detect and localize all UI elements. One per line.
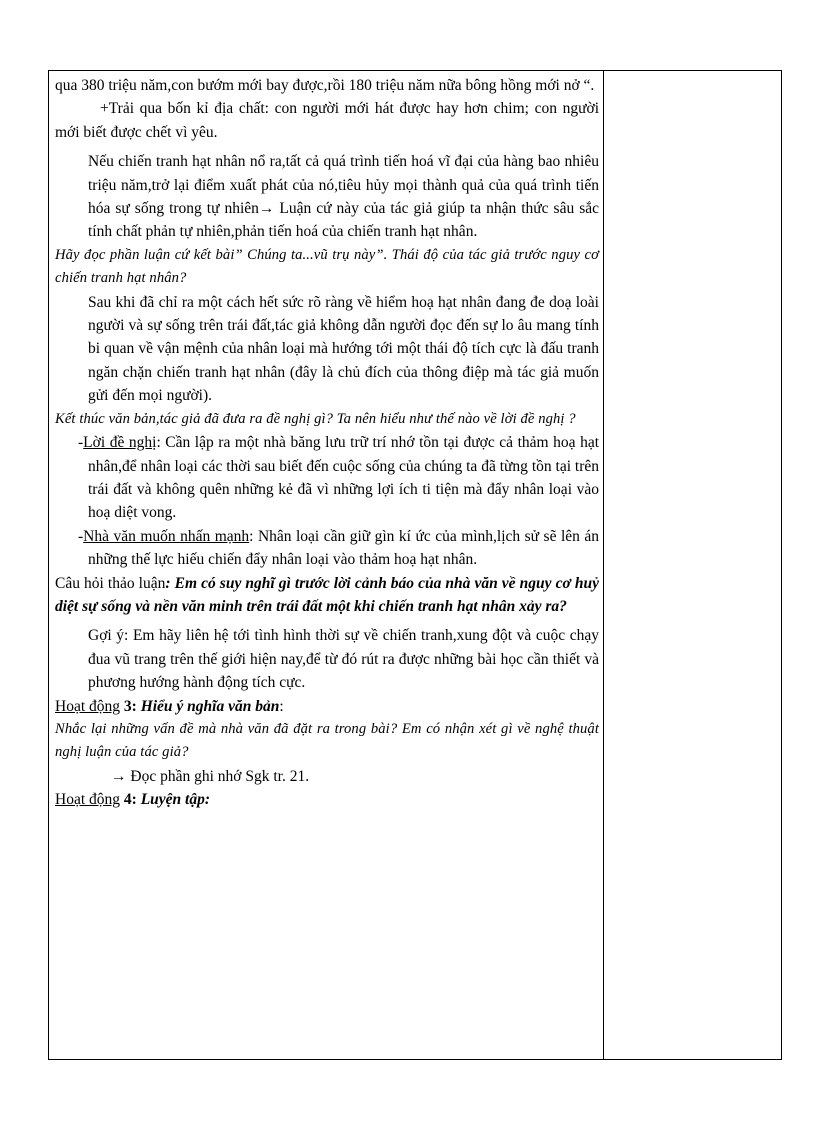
- proposal-label: Lời đề nghị: [83, 434, 157, 452]
- main-content-cell: [49, 71, 603, 812]
- activity-4-label: Hoạt động: [55, 791, 121, 809]
- activity-3-label: Hoạt động: [55, 697, 121, 715]
- discussion-label: Câu hỏi thảo luận: [55, 574, 166, 592]
- paragraph-hint: Gợi ý: Em hãy liên hệ tới tình hình thời sự về chiến tranh,xung đột và cuộc chạy đua vũ trang trên thế giới hiện nay,để từ đó rút ra được những bài học cần thiết và phương hướng hành động tích cực.: [88, 627, 599, 692]
- paragraph-author-attitude: Sau khi đã chỉ ra một cách hết sức rõ ràng về hiểm hoạ hạt nhân đang đe doạ loài người và sự sống trên trái đất,tác giả không dẫn người đọc đến sự lo âu mang tính bi quan về vận mệnh của nhân loại mà hướng tới một thái độ tích cực là đấu tranh ngăn chặn chiến tranh hạt nhân (đây là chủ đích của thông điệp mà tác giả muốn gửi đến mọi người).: [88, 293, 599, 405]
- content-table: [48, 70, 782, 1060]
- emphasis-prefix: -: [78, 527, 84, 545]
- notes-cell: [604, 71, 781, 1059]
- question-proposal: Kết thúc văn bản,tác giả đã đưa ra đề nghị gì? Ta nên hiểu như thế nào về lời đề nghị ?: [55, 410, 576, 427]
- proposal-text: : Cần lập ra một nhà băng lưu trữ trí nhớ tồn tại được cả thảm hoạ hạt nhân,để nhân loại các thời sau biết đến cuộc sống của chúng ta đã từng tồn tại trên trái đất và không quên những kẻ đã vì những lợi ích ti tiện mà đẩy nhân loại vào hoạ diệt vong.: [88, 434, 599, 522]
- paragraph-emphasis: [55, 525, 599, 572]
- paragraph-evolution-tail: qua 380 triệu năm,con bướm mới bay được,rồi 180 triệu năm nữa bông hồng mới nở “.: [55, 77, 595, 94]
- discussion-colon: :: [165, 574, 171, 592]
- discussion-question: [55, 572, 599, 619]
- activity-3-number: 3:: [120, 697, 141, 715]
- question-conclusion-attitude: Hãy đọc phần luận cứ kết bài” Chúng ta...vũ trụ này”. Thái độ của tác giả trước nguy cơ chiến tranh hạt nhân?: [55, 246, 599, 287]
- discussion-text: Em có suy nghĩ gì trước lời cảnh báo của nhà văn về nguy cơ huỷ diệt sự sống và nền văn minh trên trái đất một khi chiến tranh hạt nhân xảy ra?: [55, 574, 599, 615]
- activity-4-colon: :: [204, 791, 211, 809]
- activity-3-title: Hiểu ý nghĩa văn bản: [140, 697, 280, 715]
- paragraph-proposal: [55, 431, 599, 525]
- activity-4-title: Luyện tập: [140, 791, 205, 809]
- paragraph-memo-reference: → Đọc phần ghi nhớ Sgk tr. 21.: [111, 767, 310, 785]
- emphasis-label: Nhà văn muốn nhấn mạnh: [83, 527, 250, 545]
- activity-3-colon: :: [279, 697, 284, 715]
- paragraph-geological-eras: +Trải qua bốn kỉ địa chất: con người mới hát được hay hơn chim; con người mới biết được chết vì yêu.: [55, 100, 599, 141]
- emphasis-text: : Nhân loại cần giữ gìn kí ức của mình,lịch sử sẽ lên án những thế lực hiếu chiến đẩy nhân loại vào thảm hoạ hạt nhân.: [88, 527, 599, 569]
- paragraph-nuclear-war-argument: Nếu chiến tranh hạt nhân nổ ra,tất cả quá trình tiến hoá vĩ đại của hàng bao nhiêu triệu năm,trở lại điểm xuất phát của nó,tiêu hủy mọi thành quả của quá trình tiến hóa sự sống trong tự nhiên→ Luận cứ này của tác giả giúp ta nhận thức sâu sắc tính chất phản tự nhiên,phản tiến hoá của chiến tranh hạt nhân.: [88, 153, 599, 241]
- activity-4-heading: [55, 788, 599, 811]
- question-summary: Nhắc lại những vấn đề mà nhà văn đã đặt ra trong bài? Em có nhận xét gì về nghệ thuật nghị luận của tác giả?: [55, 720, 599, 761]
- activity-3-heading: [55, 695, 599, 718]
- proposal-prefix: -: [78, 434, 84, 452]
- activity-4-number: 4:: [120, 791, 141, 809]
